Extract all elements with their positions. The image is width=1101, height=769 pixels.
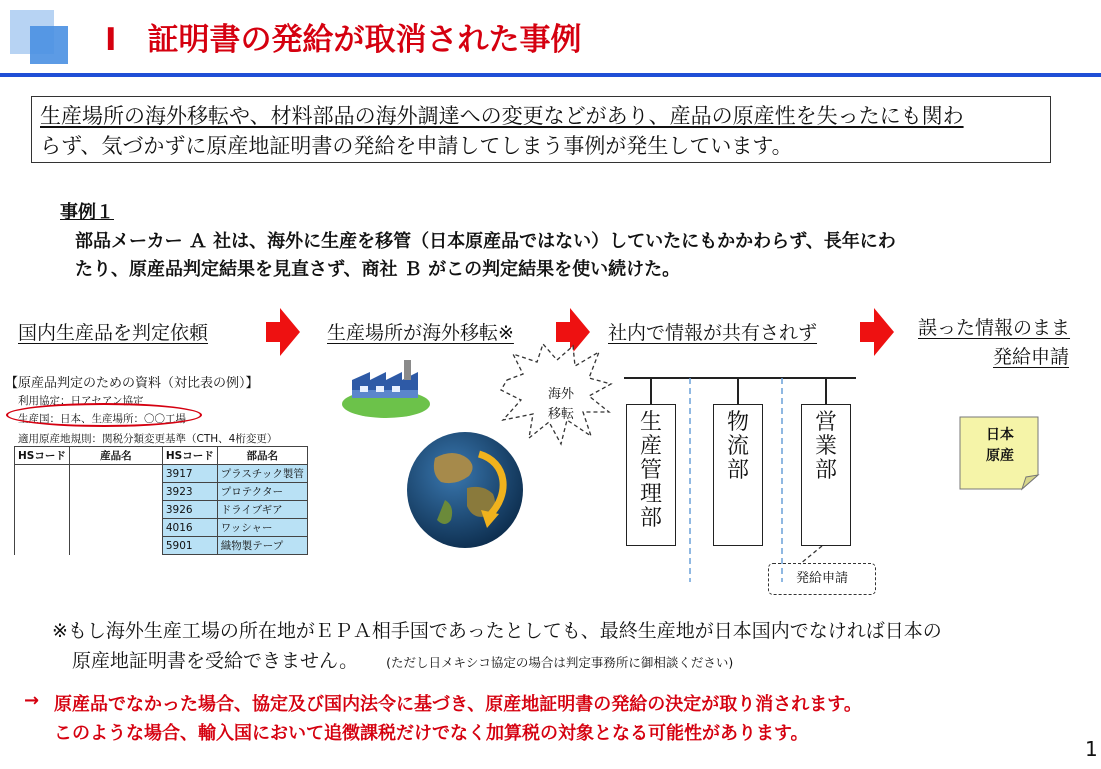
doc-comparison-table bbox=[14, 446, 308, 555]
doc-rule: 適用原産地規則：関税分類変更基準（CTH、4桁変更） bbox=[18, 433, 278, 445]
table-cell: ドライブギア bbox=[217, 501, 307, 519]
table-header: 部品名 bbox=[217, 447, 307, 465]
table-cell: 5901 bbox=[162, 537, 217, 555]
intro-box bbox=[31, 96, 1051, 163]
table-header: HSコード bbox=[15, 447, 70, 465]
table-row bbox=[15, 465, 308, 483]
dept-sales: 営 業 部 bbox=[801, 404, 851, 546]
case-label: 事例１ bbox=[60, 202, 114, 223]
burst-line-1: 海外 bbox=[548, 387, 575, 402]
flow-step-3: 社内で情報が共有されず bbox=[608, 322, 818, 344]
table-cell: 3923 bbox=[162, 483, 217, 501]
doc-title: 【原産品判定のための資料（対比表の例）】 bbox=[5, 376, 259, 391]
doc-producer: 生産国：日本、生産場所：〇〇工場 bbox=[18, 413, 186, 425]
table-header: HSコード bbox=[162, 447, 217, 465]
title-underline-rule bbox=[0, 73, 1101, 77]
flow-step-4-line-2: 発給申請 bbox=[993, 346, 1070, 368]
case-description-line-1: 部品メーカー Ａ 社は、海外に生産を移管（日本原産品ではない）していたにもかかわらず、長年にわ bbox=[75, 231, 896, 252]
flow-step-2: 生産場所が海外移転※ bbox=[327, 322, 514, 344]
warning-line-2: このような場合、輸入国において追徴課税だけでなく加算税の対象となる可能性があります。 bbox=[54, 723, 809, 744]
table-row bbox=[15, 501, 308, 519]
table-header: 産品名 bbox=[69, 447, 162, 465]
flow-step-4-line-1: 誤った情報のまま bbox=[918, 317, 1071, 339]
page-title: Ⅰ 証明書の発給が取消された事例 bbox=[105, 22, 582, 58]
table-cell: プラスチック製管 bbox=[217, 465, 307, 483]
table-row bbox=[15, 519, 308, 537]
factory-icon bbox=[340, 360, 432, 420]
footnote-line-1: ※もし海外生産工場の所在地がＥＰＡ相手国であったとしても、最終生産地が日本国内でなければ日本の bbox=[52, 620, 942, 642]
burst-line-2: 移転 bbox=[548, 407, 575, 422]
intro-line-1: 生産場所の海外移転や、材料部品の海外調達への変更などがあり、産品の原産性を失ったにも関わ bbox=[40, 104, 964, 128]
flow-step-1: 国内生産品を判定依頼 bbox=[18, 322, 209, 344]
right-arrow-icon bbox=[266, 308, 300, 356]
right-arrow-icon bbox=[860, 308, 894, 356]
table-cell: 4016 bbox=[162, 519, 217, 537]
warning-arrow-icon: → bbox=[24, 690, 40, 711]
table-cell: プロテクター bbox=[217, 483, 307, 501]
table-cell: 3926 bbox=[162, 501, 217, 519]
case-description-line-2: たり、原産品判定結果を見直さず、商社 Ｂ がこの判定結果を使い続けた。 bbox=[75, 259, 681, 280]
origin-certificate-note-text: 日本 原産 bbox=[986, 427, 1014, 464]
table-header-row bbox=[15, 447, 308, 465]
warning-line-1: 原産品でなかった場合、協定及び国内法令に基づき、原産地証明書の発給の決定が取り消されます。 bbox=[54, 694, 862, 715]
table-row bbox=[15, 483, 308, 501]
table-cell: ワッシャー bbox=[217, 519, 307, 537]
table-row bbox=[15, 537, 308, 555]
dept-logistics: 物 流 部 bbox=[713, 404, 763, 546]
header-logo-square-front bbox=[30, 26, 68, 64]
footnote-small-text: (ただし日メキシコ協定の場合は判定事務所に御相談ください) bbox=[386, 655, 734, 670]
footnote-line-2: 原産地証明書を受給できません。 (ただし日メキシコ協定の場合は判定事務所に御相談ください) bbox=[72, 650, 734, 672]
doc-highlight-ellipse bbox=[6, 403, 202, 427]
relocation-burst-text bbox=[548, 385, 574, 425]
page-number: 1 bbox=[1085, 737, 1098, 761]
table-cell: 3917 bbox=[162, 465, 217, 483]
dept-production-management: 生 産 管 理 部 bbox=[626, 404, 676, 546]
doc-agreement: 利用協定：日アセアン協定 bbox=[18, 395, 144, 407]
table-cell: 織物製テープ bbox=[217, 537, 307, 555]
issuance-application-callout: 発給申請 bbox=[768, 563, 876, 595]
intro-line-2: らず、気づかずに原産地証明書の発給を申請してしまう事例が発生しています。 bbox=[40, 134, 793, 158]
